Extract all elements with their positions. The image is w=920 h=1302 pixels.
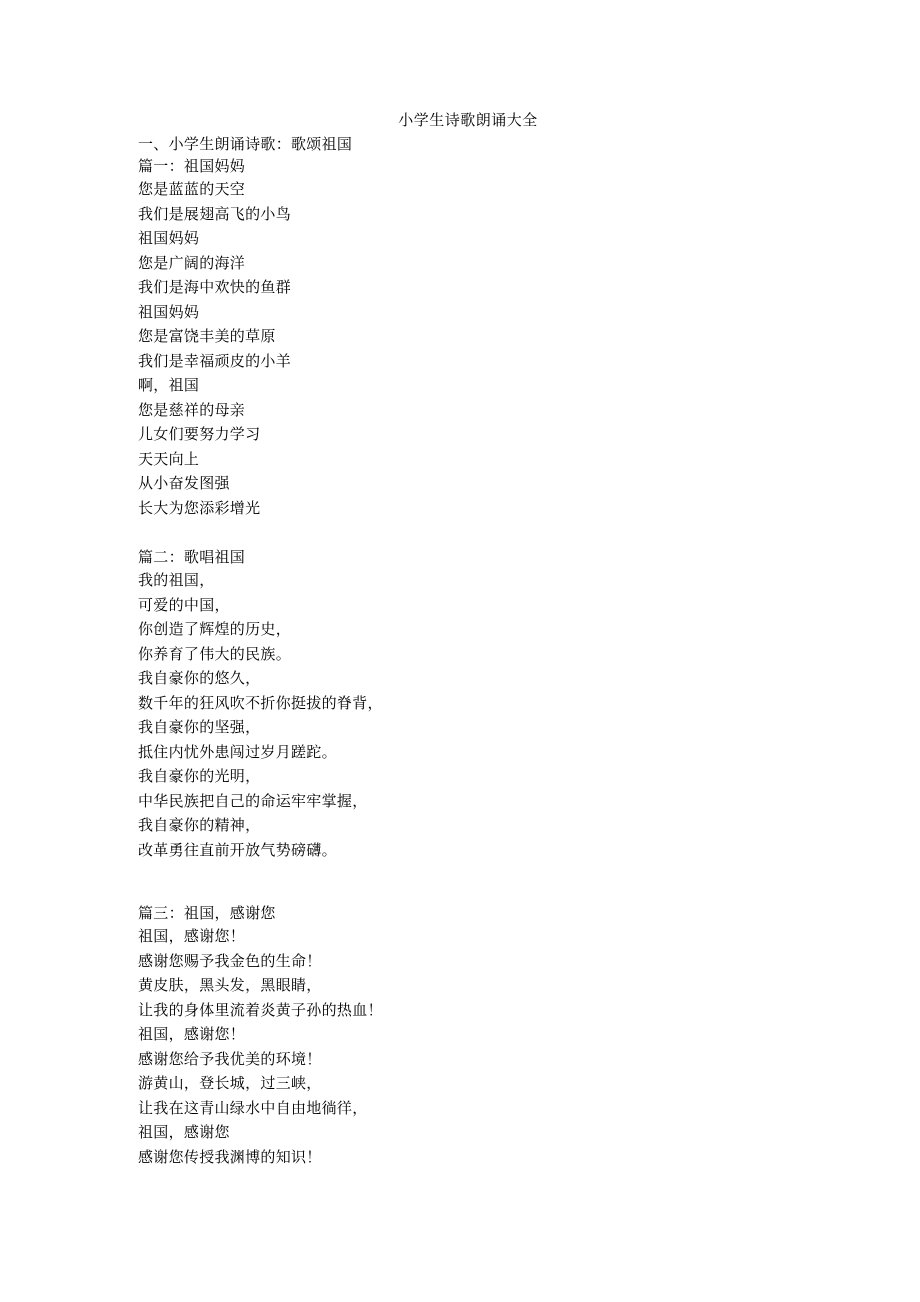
poem-line: 我们是幸福顽皮的小羊 (138, 353, 292, 370)
poem-line: 我的祖国， (138, 573, 215, 589)
poem-line: 我们是展翅高飞的小鸟 (138, 206, 292, 223)
poem-line: 可爱的中国， (138, 597, 230, 614)
poem-line: 我自豪你的光明， (138, 769, 261, 785)
poem-line: 祖国，感谢您 (138, 1125, 230, 1141)
poem-line: 啊，祖国 (138, 378, 200, 394)
poem-line: 您是蓝蓝的天空 (138, 182, 246, 198)
poem-line: 感谢您赐予我金色的生命！ (138, 953, 322, 970)
poem-block-1 (138, 156, 798, 521)
poem-title: 篇一：祖国妈妈 (138, 158, 246, 175)
poem-block-2 (138, 547, 798, 863)
poem-line: 祖国，感谢您！ (138, 1027, 246, 1043)
paragraph-spacer (138, 863, 798, 903)
poem-line: 抵住内忧外患闯过岁月蹉跎。 (138, 744, 337, 761)
section-heading: 一、小学生朗诵诗歌：歌颂祖国 (138, 136, 353, 153)
poem-line: 长大为您添彩增光 (138, 500, 261, 517)
document-body (138, 110, 798, 1170)
poem-line: 改革勇往直前开放气势磅礴。 (138, 842, 337, 859)
poem-line: 我们是海中欢快的鱼群 (138, 280, 292, 296)
poem-title: 篇三：祖国，感谢您 (138, 905, 276, 922)
page-title: 小学生诗歌朗诵大全 (398, 112, 538, 129)
poem-line: 祖国妈妈 (138, 304, 200, 321)
paragraph-spacer (138, 521, 798, 547)
poem-line: 黄皮肤，黑头发，黑眼睛， (138, 978, 322, 994)
poem-line: 我自豪你的悠久， (138, 671, 261, 687)
poem-line: 你创造了辉煌的历史， (138, 622, 292, 638)
poem-block-3 (138, 903, 798, 1170)
poem-line: 我自豪你的坚强， (138, 720, 261, 736)
poem-line: 数千年的狂风吹不折你挺拔的脊背， (138, 695, 383, 712)
poem-line: 让我在这青山绿水中自由地徜徉， (138, 1100, 368, 1117)
poem-title: 篇二：歌唱祖国 (138, 549, 246, 566)
poem-line: 感谢您传授我渊博的知识！ (138, 1149, 322, 1166)
poem-line: 您是广阔的海洋 (138, 255, 246, 272)
poem-line: 您是慈祥的母亲 (138, 402, 246, 419)
poem-line: 游黄山，登长城，过三峡， (138, 1076, 322, 1092)
poem-line: 祖国，感谢您！ (138, 929, 246, 945)
poem-line: 中华民族把自己的命运牢牢掌握， (138, 793, 368, 810)
poem-line: 您是富饶丰美的草原 (138, 329, 276, 345)
poem-line: 从小奋发图强 (138, 476, 230, 492)
poem-line: 天天向上 (138, 451, 200, 468)
poem-line: 祖国妈妈 (138, 231, 200, 247)
poem-line: 儿女们要努力学习 (138, 427, 261, 443)
poem-line: 你养育了伟大的民族。 (138, 646, 292, 663)
poem-line: 让我的身体里流着炎黄子孙的热血！ (138, 1002, 383, 1019)
poem-line: 感谢您给予我优美的环境！ (138, 1051, 322, 1068)
poem-line: 我自豪你的精神， (138, 818, 261, 834)
